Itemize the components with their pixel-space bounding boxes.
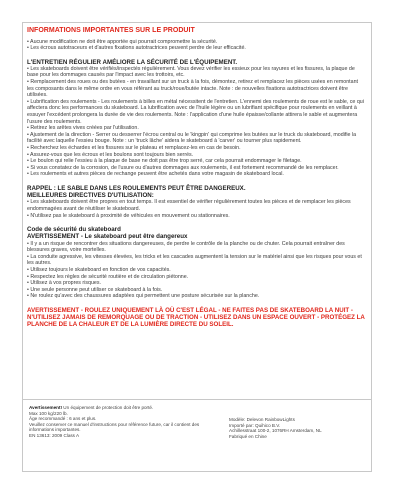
usage-guidelines-list: [27, 199, 365, 219]
footer-origin: Fabriqué en Chine: [229, 433, 267, 439]
footer-warning-block: [29, 405, 209, 439]
footer-importer-block: [229, 417, 369, 439]
sand-reminder-heading: RAPPEL : LE SABLE DANS LES ROULEMENTS PEUT ÊTRE DANGEREUX.: [27, 184, 246, 192]
usage-guidelines-heading: MEILLEURES DIRECTIVES D'UTILISATION:: [27, 192, 154, 200]
important-info-item: • Aucune modification ne doit être apportée qui pourrait compromettre la sécurité.: [27, 38, 218, 45]
safety-code-heading: Code de sécurité du skateboard: [27, 226, 121, 234]
footer-standard: EN 13613: 2009 Class A: [29, 432, 80, 438]
maintenance-item: • Les roulements et autres pièces de rechange peuvent être achetés dans votre magasin de skateboard local.: [27, 171, 284, 178]
footer-model: Modèle: Delevon RainbowLights: [229, 417, 295, 422]
final-warning: AVERTISSEMENT - ROULEZ UNIQUEMENT LÀ OÙ C'EST LÉGAL - NE FAITES PAS DE SKATEBOARD LA NUIT - N'UTILISEZ JAMAIS DE REMORQUAGE OU DE TRACTION - UTILISEZ DANS UN ESPACE OUVERT - PROTÉGEZ LA PLANCHE DE LA CHALEUR ET DE LA LUMIÈRE DIRECTE DU SOLEIL.: [27, 306, 365, 329]
maintenance-item: • Remplacement des roues ou des butées - en travaillant sur un truck à la fois, démontez, retirez et remplacez les pièces usées en remontant les composants dans le même ordre en vous référant au truck/roue/butée intacte. Note : de nouvelles fixations autotractrices doivent être utilisées.: [27, 79, 359, 99]
sheet-content: [27, 27, 365, 329]
footer-max-weight: Max 100 kg/220 lb.: [29, 410, 68, 416]
maintenance-item: • Ajustement de la direction - Serrer ou desserrer l'écrou central ou le 'kingpin' qui comprime les butées sur le truck du skateboard, modifie la facilité avec laquelle l'essieu bouge. Note : un 'truck lâche' aidera le skateboard à 'carver' ou tourner plus rapidement.: [27, 131, 357, 145]
maintenance-item: • Lubrification des roulements - Les roulements à billes en métal nécessitent de l'entretien. L'ennemi des roulements de roue est le sable, ce qui affectera donc les performances du skateboard. La lubrification avec de l'huile légère ou un lubrifiant spécifique pour roulements en veillant à essuyer l'excédent prolongera la durée de vie des roulements. Note : l'application d'une huile épaisse/collante attirera le sable et augmentera l'usure des roulements.: [27, 98, 364, 125]
safety-item: • Il y a un risque de rencontrer des situations dangereuses, de perdre le contrôle de la planche ou de chuter. Cela pourrait entraîner des blessures graves, voire mortelles.: [27, 240, 345, 254]
maintenance-item: • Recherchez les échardes et les fissures sur le plateau et remplacez-les en cas de besoin.: [27, 145, 241, 152]
important-info-heading: INFORMATIONS IMPORTANTES SUR LE PRODUIT: [27, 27, 195, 34]
usage-guideline-item: • N'utilisez pas le skateboard à proximité de véhicules en mouvement ou stationnaires.: [27, 212, 230, 219]
usage-guideline-item: • Les skateboards doivent être propres en tout temps. Il est essentiel de vérifier régulièrement toutes les pièces et de remplacer les pièces endommagées avant de réutiliser le skateboard.: [27, 199, 351, 212]
maintenance-item: • Les skateboards doivent être vérifiés/inspectés régulièrement. Vous devez vérifier les essieux pour les rayures et les fissures, la plaque de base pour les dommages causés par l'impact avec les trottoirs, etc.: [27, 65, 355, 79]
footer-warning-text: Un équipement de protection doit être porté.: [62, 405, 154, 410]
maintenance-heading: L'ENTRETIEN RÉGULIER AMÉLIORE LA SÉCURITÉ DE L'ÉQUIPEMENT.: [27, 58, 238, 66]
safety-warning-heading: AVERTISSEMENT - Le skateboard peut être dangereux: [27, 233, 188, 241]
footer-divider: [23, 399, 371, 400]
safety-item: • Respectez les règles de sécurité routière et de circulation piétonne.: [27, 273, 189, 280]
safety-item: • Ne roulez qu'avec des chaussures adaptées qui permettent une posture sécurisée sur la planche.: [27, 293, 260, 300]
safety-item: • Une seule personne peut utiliser ce skateboard à la fois.: [27, 286, 163, 293]
footer-address: Achillesstraat 100-2, 1076RH Amsterdam, NL: [229, 428, 322, 434]
footer-warning-label: Avertissement!: [29, 405, 63, 410]
footer-keep-manual: Veuillez conserver ce manuel d'instructions pour référence future, car il contient des informations importantes.: [29, 421, 200, 433]
maintenance-list: [27, 66, 365, 178]
maintenance-item: • Assurez-vous que les écrous et les boulons sont toujours bien serrés.: [27, 151, 194, 158]
instruction-sheet: [22, 22, 372, 472]
maintenance-item: • Retirez les arêtes vives créées par l'utilisation.: [27, 125, 139, 132]
maintenance-item: • Le boulon qui relie l'essieu à la plaque de base ne doit pas être trop serré, car cela pourrait endommager le filetage.: [27, 158, 302, 165]
important-info-item: • Les écrous autotraceurs et d'autres fixations autotractrices peuvent perdre de leur efficacité.: [27, 45, 246, 52]
important-info-list: [27, 39, 365, 52]
safety-item: • Utilisez toujours le skateboard en fonction de vos capacités.: [27, 266, 171, 273]
safety-item: • La conduite agressive, les vitesses élevées, les tricks et les cascades augmentent la tension sur le matériel ainsi que les risques pour vous et les autres.: [27, 253, 362, 267]
maintenance-item: • Si vous constatez de la corrosion, de l'usure ou d'autres dommages aux roulements, il est fortement recommandé de les remplacer.: [27, 164, 339, 171]
safety-list: [27, 241, 365, 300]
safety-item: • Utilisez à vos propres risques.: [27, 280, 101, 287]
footer-recommended-age: Âge recommandé : 6 ans et plus.: [29, 416, 97, 422]
footer-importer: Importé par: Quihico B.V.: [229, 422, 281, 428]
